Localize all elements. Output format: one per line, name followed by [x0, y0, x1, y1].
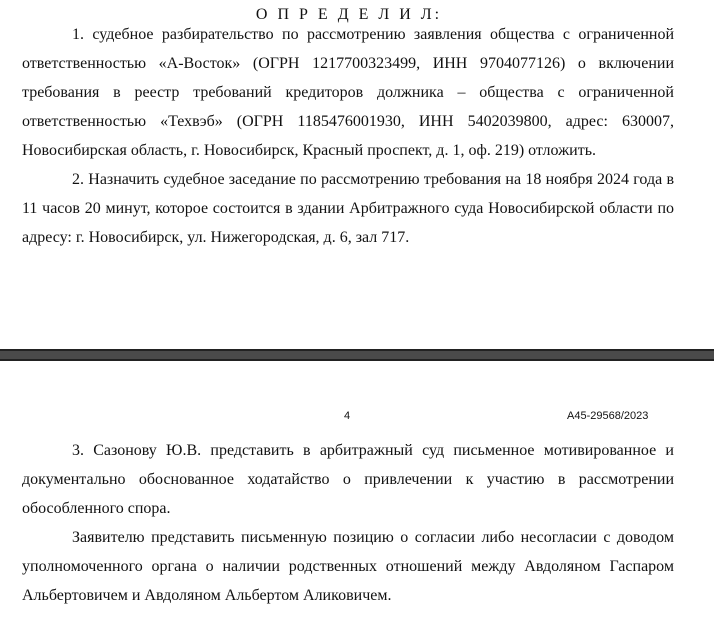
page-separator — [0, 349, 714, 361]
case-number: А45-29568/2023 — [567, 410, 649, 422]
paragraph-applicant-position: Заявителю представить письменную позицию о согласии либо несогласии с доводом уполномоченного органа о наличии родственных отношений между Авдоляном Гаспаром Альбертовичем и Авдоляном Альбертом Аликовичем. — [22, 529, 674, 604]
paragraph-hearing-date: 2. Назначить судебное заседание по рассмотрению требования на 18 ноября 2024 года в 11 часов 20 минут, которое состоится в здании Арбитражного суда Новосибирской области по адресу: г. Новосибирск, ул. Нижегородская, д. 6, зал 717. — [22, 171, 674, 246]
paragraph-postponement: 1. судебное разбирательство по рассмотрению заявления общества с ограниченной ответственностью «А-Восток» (ОГРН 1217700323499, ИНН 9704077126) о включении требования в реестр требований кредиторов должника – общества с ограниченной ответственностью «Техвэб» (ОГРН 1185476001930, ИНН 5402039800, адрес: 630007, Новосибирская область, г. Новосибирск, Красный проспект, д. 1, оф. 219) отложить. — [22, 26, 674, 159]
page-number: 4 — [344, 410, 351, 422]
paragraph-motion-request: 3. Сазонову Ю.В. представить в арбитражный суд письменное мотивированное и документально обоснованное ходатайство о привлечении к участию в рассмотрении обособленного спора. — [22, 442, 674, 517]
ruling-heading: О П Р Е Д Е Л И Л: — [255, 6, 443, 23]
